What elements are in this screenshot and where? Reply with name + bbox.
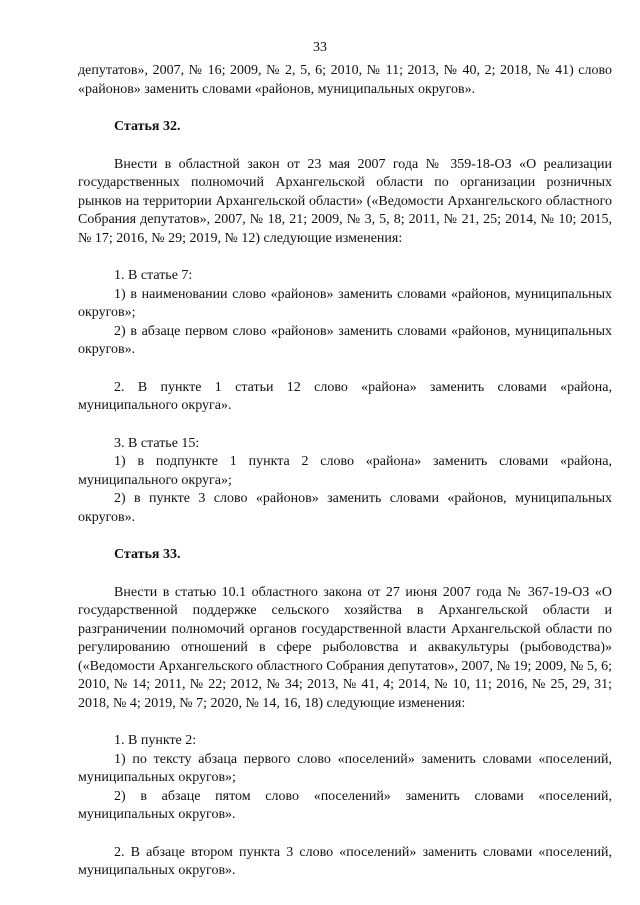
article-heading-32: Статья 32. xyxy=(114,119,181,134)
article-32-item-1-sub-2: 2) в абзаце первом слово «районов» заменить словами «районов, муниципальных округов». xyxy=(78,323,612,357)
article-33-item-2: 2. В абзаце втором пункта 3 слово «поселений» заменить словами «поселений, муниципальных округов». xyxy=(78,844,612,878)
article-heading-33: Статья 33. xyxy=(114,547,181,562)
article-32-item-1-sub-1: 1) в наименовании слово «районов» заменить словами «районов, муниципальных округов»; xyxy=(78,286,612,320)
article-32-item-3: 3. В статье 15: xyxy=(114,435,200,451)
document-body xyxy=(78,62,612,881)
article-33-intro: Внести в статью 10.1 областного закона от 27 июня 2007 года № 367-19-ОЗ «О государственной поддержке сельского хозяйства в Архангельской области и разграничении полномочий органов государственной власти Архангельской области по регулированию отношений в сфере рыболовства и аквакультуры (рыбоводства)» («Ведомости Архангельского областного Собрания депутатов», 2007, № 19; 2009, № 5, 6; 2010, № 14; 2011, № 22; 2012, № 34; 2013, № 41, 4; 2014, № 10, 11; 2016, № 25, 29, 31; 2018, № 4; 2019, № 7; 2020, № 14, 16, 18) следующие изменения: xyxy=(78,584,612,711)
article-32-item-3-sub-2: 2) в пункте 3 слово «районов» заменить словами «районов, муниципальных округов». xyxy=(78,491,612,525)
article-33-item-1-sub-2: 2) в абзаце пятом слово «поселений» заменить словами «поселений, муниципальных округов». xyxy=(78,788,612,822)
article-32-item-2: 2. В пункте 1 статьи 12 слово «района» заменить словами «района, муниципального округа». xyxy=(78,379,612,413)
article-33-item-1-sub-1: 1) по тексту абзаца первого слово «поселений» заменить словами «поселений, муниципальных округов»; xyxy=(78,751,612,785)
article-32-intro: Внести в областной закон от 23 мая 2007 года № 359-18-ОЗ «О реализации государственных полномочий Архангельской области по организации розничных рынков на территории Архангельской области» («Ведомости Архангельского областного Собрания депутатов», 2007, № 18, 21; 2009, № 3, 5, 8; 2011, № 21, 25; 2014, № 10; 2015, № 17; 2016, № 29; 2019, № 12) следующие изменения: xyxy=(78,156,612,246)
article-33-item-1: 1. В пункте 2: xyxy=(114,733,197,748)
page-number: 33 xyxy=(313,40,327,55)
article-32-item-3-sub-1: 1) в подпункте 1 пункта 2 слово «района» заменить словами «района, муниципального округа»; xyxy=(78,454,612,488)
article-32-item-1: 1. В статье 7: xyxy=(114,268,193,283)
paragraph-continuation: депутатов», 2007, № 16; 2009, № 2, 5, 6; 2010, № 11; 2013, № 40, 2; 2018, № 41) слово «районов» заменить словами «районов, муниципальных округов». xyxy=(78,63,612,97)
